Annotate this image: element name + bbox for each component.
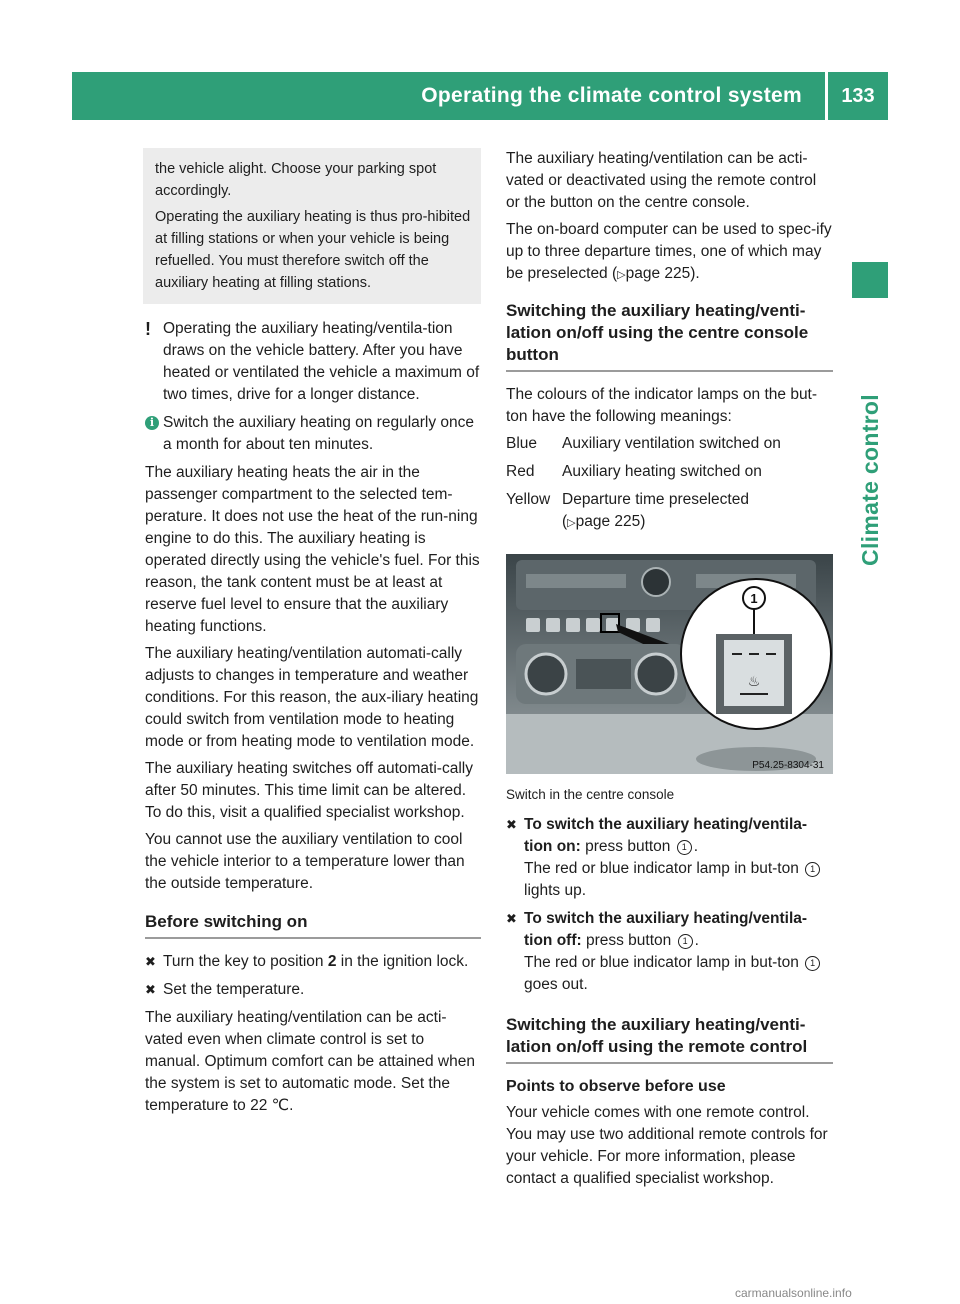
section-heading-before-switching: Before switching on (145, 911, 481, 939)
photo-callout: 1 (750, 591, 758, 606)
photo-code: P54.25-8304-31 (752, 760, 824, 771)
step-item: ✖ Turn the key to position 2 in the ignition lock. (145, 951, 481, 973)
note-text: the vehicle alight. Choose your parking spot accordingly. (155, 161, 437, 199)
arrow-icon: ✖ (145, 954, 156, 969)
section-heading-remote-control: Switching the auxiliary heating/venti-lation on/off using the remote control (506, 1014, 833, 1064)
centre-console-photo (506, 554, 833, 774)
step-item: ✖ To switch the auxiliary heating/ventila-tion on: press button 1 . The red or blue indicator lamp in but-ton 1 lights up. (506, 814, 833, 902)
step-item: ✖ Set the temperature. (145, 979, 481, 1001)
arrow-icon: ✖ (506, 911, 517, 926)
arrow-icon: ✖ (145, 982, 156, 997)
button-1-marker: 1 (678, 934, 693, 949)
body-paragraph: The auxiliary heating/ventilation can be acti-vated or deactivated using the remote control or the button on the centre console. (506, 150, 817, 211)
body-paragraph: The auxiliary heating/ventilation can be acti-vated even when climate control is set to manual. Optimum comfort can be attained when the system is set to automatic mode. Set the temperature to 22 ℃. (145, 1009, 475, 1114)
body-paragraph: The on-board computer can be used to spec-ify up to three departure times, one of which may be preselected (▷page 225). (506, 221, 832, 282)
header-bar (72, 72, 888, 120)
lamp-colour-table (506, 433, 781, 540)
subheading: Points to observe before use (506, 1078, 726, 1095)
info-icon: i (145, 416, 159, 430)
table-row: Blue Auxiliary ventilation switched on (506, 435, 781, 452)
button-1-marker: 1 (805, 956, 820, 971)
warning-text: Operating the auxiliary heating/ventila-tion draws on the vehicle battery. After you have heated or ventilated the vehicle a maximum of two times, drive for a longer distance. (163, 320, 480, 403)
watermark: carmanualsonline.info (735, 1286, 852, 1300)
page-ref-icon: ▷ (567, 517, 576, 529)
info-text: Switch the auxiliary heating on regularly once a month for about ten minutes. (163, 414, 475, 453)
body-paragraph: Your vehicle comes with one remote control. You may use two additional remote controls for your vehicle. For more information, please contact a qualified specialist workshop. (506, 1104, 828, 1187)
arrow-icon: ✖ (506, 817, 517, 832)
page-ref-icon: ▷ (617, 269, 626, 281)
left-column (145, 148, 481, 1122)
button-1-marker: 1 (805, 862, 820, 877)
page-title: Operating the climate control system (421, 84, 802, 107)
section-tab (852, 262, 888, 298)
page-number: 133 (841, 85, 875, 107)
body-paragraph: The auxiliary heating heats the air in the passenger compartment to the selected tem-perature. It does not use the heat of the run-ning engine to do this. The auxiliary heating is operated directly using the vehicle's fuel. For this reason, the tank content must be at least at reserve fuel level to ensure that the auxiliary heating functions. (145, 464, 480, 635)
info-note (145, 412, 481, 456)
step-item: ✖ To switch the auxiliary heating/ventila-tion off: press button 1 . The red or blue indicator lamp in but-ton 1 goes out. (506, 908, 833, 996)
svg-text:♨: ♨ (747, 674, 761, 690)
note-text: Operating the auxiliary heating is thus pro-hibited at filling stations or when your vehicle is being refuelled. You must therefore switch off the auxiliary heating at filling stations. (155, 209, 471, 291)
body-paragraph: The auxiliary heating/ventilation automati-cally adjusts to changes in temperature and weather conditions. For this reason, the aux-iliary heating could switch from ventilation mode to heating mode or from heating mode to ventilation mode. (145, 645, 479, 750)
table-row: Red Auxiliary heating switched on (506, 463, 762, 480)
figure-caption: Switch in the centre console (506, 787, 675, 802)
warning-note (145, 318, 481, 406)
button-1-marker: 1 (677, 840, 692, 855)
section-heading-centre-console: Switching the auxiliary heating/venti-lation on/off using the centre console button (506, 300, 833, 372)
console-illustration (506, 554, 833, 774)
body-paragraph: The auxiliary heating switches off automati-cally after 50 minutes. This time limit can be altered. To do this, visit a qualified specialist workshop. (145, 760, 473, 821)
table-row: Yellow Departure time preselected (▷page 225) (506, 491, 749, 530)
right-column (506, 148, 833, 1195)
note-box (143, 148, 481, 304)
body-paragraph: You cannot use the auxiliary ventilation to cool the vehicle interior to a temperature lower than the outside temperature. (145, 831, 465, 892)
body-paragraph: The colours of the indicator lamps on the but-ton have the following meanings: (506, 386, 818, 425)
warning-icon: ! (145, 319, 151, 339)
